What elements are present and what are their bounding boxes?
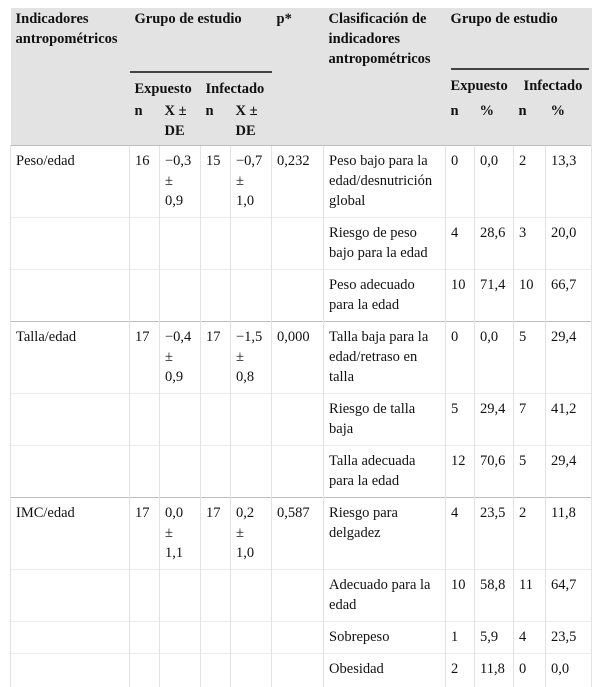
classification-cell: Riesgo de peso bajo para la edad	[324, 218, 446, 270]
empty-cell	[160, 622, 201, 654]
class-inf-n-cell: 5	[514, 446, 546, 498]
class-exp-n-cell: 5	[446, 394, 475, 446]
inf-n-cell: 17	[201, 498, 231, 570]
class-inf-n-cell: 3	[514, 218, 546, 270]
header-n-inf: n	[201, 101, 231, 146]
empty-cell	[130, 446, 160, 498]
empty-cell	[130, 394, 160, 446]
header-infectado-right: Infectado	[523, 78, 583, 94]
empty-cell	[272, 446, 324, 498]
inf-mean-sd-cell	[231, 498, 272, 570]
classification-cell: Riesgo de talla baja	[324, 394, 446, 446]
class-inf-pct-cell: 13,3	[546, 146, 592, 218]
class-exp-n-cell: 10	[446, 570, 475, 622]
classification-cell: Peso adecuado para la edad	[324, 270, 446, 322]
empty-cell	[11, 622, 130, 654]
mean-value: −0,7	[236, 153, 263, 169]
empty-cell	[201, 394, 231, 446]
empty-cell	[160, 270, 201, 322]
header-expuesto-right: Expuesto	[450, 78, 508, 94]
exp-n-cell: 17	[130, 498, 160, 570]
class-inf-pct-cell: 20,0	[546, 218, 592, 270]
header-n-exp: n	[130, 101, 160, 146]
classification-cell: Adecuado para la edad	[324, 570, 446, 622]
sd-value: 1,0	[236, 193, 255, 209]
class-inf-n-cell: 2	[514, 146, 546, 218]
class-inf-n-cell: 10	[514, 270, 546, 322]
empty-cell	[272, 622, 324, 654]
header-infectado-left: Infectado	[201, 72, 272, 101]
class-inf-n-cell: 11	[514, 570, 546, 622]
empty-cell	[160, 446, 201, 498]
sd-value: 0,9	[165, 369, 184, 385]
class-exp-pct-cell: 71,4	[475, 270, 514, 322]
table-row	[11, 498, 592, 570]
exp-n-cell: 17	[130, 322, 160, 394]
empty-cell	[201, 446, 231, 498]
empty-cell	[201, 570, 231, 622]
class-exp-n-cell: 12	[446, 446, 475, 498]
exp-mean-sd-cell	[160, 322, 201, 394]
empty-cell	[201, 654, 231, 687]
class-inf-pct-cell: 23,5	[546, 622, 592, 654]
empty-cell	[231, 446, 272, 498]
class-inf-pct-cell: 66,7	[546, 270, 592, 322]
mean-value: −1,5	[236, 329, 263, 345]
table-body	[11, 146, 592, 687]
class-exp-n-cell: 2	[446, 654, 475, 687]
plus-minus-sign: ±	[236, 173, 244, 189]
sd-value: 0,9	[165, 193, 184, 209]
exp-mean-sd-cell	[160, 498, 201, 570]
empty-cell	[130, 218, 160, 270]
class-exp-n-cell: 0	[446, 322, 475, 394]
classification-cell: Sobrepeso	[324, 622, 446, 654]
class-exp-pct-cell: 58,8	[475, 570, 514, 622]
table-row	[11, 654, 592, 687]
indicator-cell: IMC/edad	[11, 498, 130, 570]
table-row	[11, 394, 592, 446]
class-exp-n-cell: 4	[446, 218, 475, 270]
exp-mean-sd-cell	[160, 146, 201, 218]
class-inf-pct-cell: 11,8	[546, 498, 592, 570]
empty-cell	[231, 654, 272, 687]
class-inf-pct-cell: 64,7	[546, 570, 592, 622]
header-clasificacion: Clasificación de indicadores antropométricos	[324, 8, 446, 146]
class-inf-pct-cell: 29,4	[546, 446, 592, 498]
empty-cell	[201, 218, 231, 270]
class-inf-n-cell: 4	[514, 622, 546, 654]
header-grupo-estudio-right-label: Grupo de estudio	[451, 9, 589, 70]
header-expuesto-left: Expuesto	[130, 72, 201, 101]
inf-n-cell: 15	[201, 146, 231, 218]
header-indicadores: Indicadores antropométricos	[11, 8, 130, 146]
class-exp-pct-cell: 29,4	[475, 394, 514, 446]
empty-cell	[11, 570, 130, 622]
indicator-cell: Peso/edad	[11, 146, 130, 218]
class-exp-pct-cell: 23,5	[475, 498, 514, 570]
table-row	[11, 270, 592, 322]
empty-cell	[231, 622, 272, 654]
header-p: p*	[272, 8, 324, 146]
header-mean-inf: X ± DE	[231, 101, 272, 146]
empty-cell	[130, 654, 160, 687]
mean-value: −0,4	[165, 329, 192, 345]
plus-minus-sign: ±	[165, 173, 173, 189]
header-n-inf-right: n	[514, 101, 546, 146]
classification-cell: Talla adecuada para la edad	[324, 446, 446, 498]
empty-cell	[160, 218, 201, 270]
class-inf-n-cell: 5	[514, 322, 546, 394]
header-n-exp-right: n	[446, 101, 475, 146]
table-row	[11, 322, 592, 394]
indicator-cell: Talla/edad	[11, 322, 130, 394]
empty-cell	[160, 394, 201, 446]
empty-cell	[11, 394, 130, 446]
empty-cell	[231, 218, 272, 270]
anthropometric-table	[10, 8, 592, 687]
classification-cell: Talla baja para la edad/retraso en talla	[324, 322, 446, 394]
plus-minus-sign: ±	[236, 525, 244, 541]
class-inf-n-cell: 0	[514, 654, 546, 687]
empty-cell	[272, 270, 324, 322]
empty-cell	[11, 270, 130, 322]
class-exp-pct-cell: 11,8	[475, 654, 514, 687]
p-value-cell: 0,232	[272, 146, 324, 218]
class-inf-n-cell: 7	[514, 394, 546, 446]
empty-cell	[130, 270, 160, 322]
plus-minus-sign: ±	[165, 525, 173, 541]
class-exp-n-cell: 1	[446, 622, 475, 654]
mean-value: 0,0	[165, 505, 184, 521]
classification-cell: Peso bajo para la edad/desnutrición global	[324, 146, 446, 218]
class-exp-n-cell: 0	[446, 146, 475, 218]
class-inf-n-cell: 2	[514, 498, 546, 570]
empty-cell	[11, 218, 130, 270]
table-row	[11, 446, 592, 498]
table-row	[11, 622, 592, 654]
classification-cell: Riesgo para delgadez	[324, 498, 446, 570]
header-grupo-estudio-left: Grupo de estudio	[130, 8, 272, 72]
class-exp-pct-cell: 5,9	[475, 622, 514, 654]
sd-value: 1,0	[236, 545, 255, 561]
class-exp-n-cell: 4	[446, 498, 475, 570]
inf-mean-sd-cell	[231, 146, 272, 218]
exp-n-cell: 16	[130, 146, 160, 218]
sd-value: 1,1	[165, 545, 184, 561]
mean-value: 0,2	[236, 505, 255, 521]
empty-cell	[272, 570, 324, 622]
empty-cell	[160, 570, 201, 622]
empty-cell	[231, 394, 272, 446]
inf-n-cell: 17	[201, 322, 231, 394]
p-value-cell: 0,587	[272, 498, 324, 570]
plus-minus-sign: ±	[165, 349, 173, 365]
class-exp-pct-cell: 28,6	[475, 218, 514, 270]
p-value-cell: 0,000	[272, 322, 324, 394]
empty-cell	[160, 654, 201, 687]
header-pct-exp-right: %	[475, 101, 514, 146]
header-pct-inf-right: %	[546, 101, 592, 146]
table-row	[11, 146, 592, 218]
sd-value: 0,8	[236, 369, 255, 385]
mean-value: −0,3	[165, 153, 192, 169]
class-exp-pct-cell: 0,0	[475, 322, 514, 394]
inf-mean-sd-cell	[231, 322, 272, 394]
empty-cell	[272, 654, 324, 687]
empty-cell	[201, 622, 231, 654]
empty-cell	[130, 622, 160, 654]
plus-minus-sign: ±	[236, 349, 244, 365]
empty-cell	[11, 654, 130, 687]
class-exp-pct-cell: 0,0	[475, 146, 514, 218]
empty-cell	[231, 570, 272, 622]
class-inf-pct-cell: 0,0	[546, 654, 592, 687]
empty-cell	[130, 570, 160, 622]
empty-cell	[231, 270, 272, 322]
classification-cell: Obesidad	[324, 654, 446, 687]
class-exp-pct-cell: 70,6	[475, 446, 514, 498]
class-inf-pct-cell: 29,4	[546, 322, 592, 394]
class-exp-n-cell: 10	[446, 270, 475, 322]
class-inf-pct-cell: 41,2	[546, 394, 592, 446]
empty-cell	[272, 394, 324, 446]
empty-cell	[272, 218, 324, 270]
header-grupo-estudio-right	[446, 8, 592, 101]
table-row	[11, 218, 592, 270]
table-row	[11, 570, 592, 622]
header-mean-exp: X ± DE	[160, 101, 201, 146]
empty-cell	[201, 270, 231, 322]
empty-cell	[11, 446, 130, 498]
